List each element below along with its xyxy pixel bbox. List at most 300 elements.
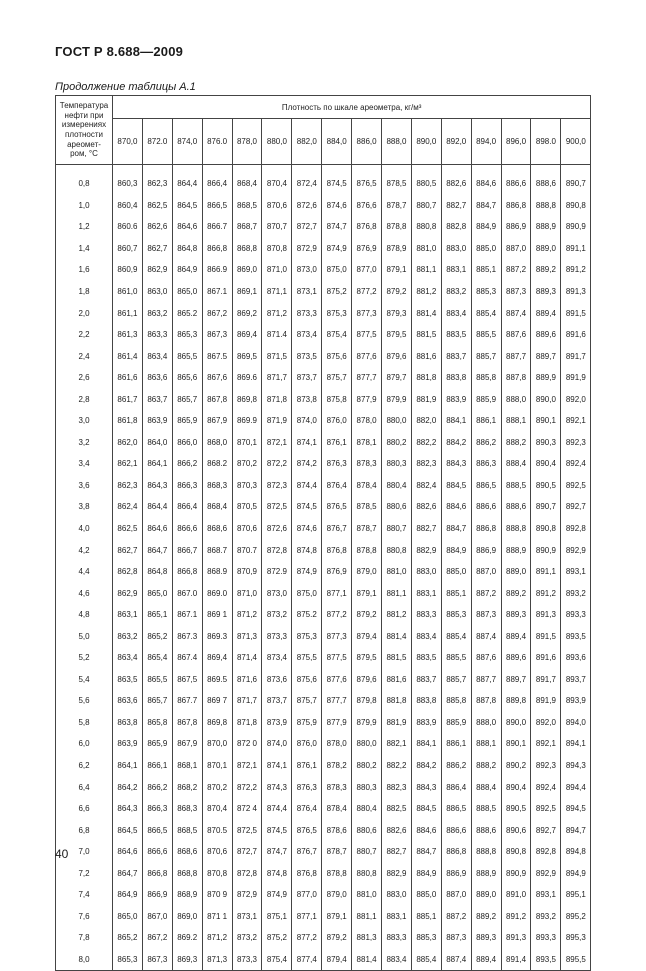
- density-cell: 872,8: [232, 863, 262, 885]
- density-cell: 890,0: [531, 388, 561, 410]
- density-cell: 864,1: [142, 453, 172, 475]
- density-cell: 865,7: [142, 690, 172, 712]
- density-cell: 885,3: [441, 604, 471, 626]
- density-cell: 869.3: [202, 625, 232, 647]
- density-cell: 879,1: [382, 259, 412, 281]
- density-cell: 870,9: [232, 561, 262, 583]
- density-cell: 869,2: [232, 302, 262, 324]
- density-cell: 882,7: [382, 841, 412, 863]
- density-cell: 885,1: [411, 906, 441, 928]
- temperature-cell: 6,6: [56, 798, 113, 820]
- density-cell: 881,5: [411, 324, 441, 346]
- density-cell: 867,9: [172, 733, 202, 755]
- density-cell: 868,0: [202, 432, 232, 454]
- density-cell: 875,0: [322, 259, 352, 281]
- density-cell: 868,8: [172, 863, 202, 885]
- density-cell: 877,7: [352, 367, 382, 389]
- density-cell: 864,0: [142, 432, 172, 454]
- density-cell: 879,0: [352, 561, 382, 583]
- density-cell: 881,0: [411, 238, 441, 260]
- density-cell: 866,8: [142, 863, 172, 885]
- density-cell: 891,0: [501, 884, 531, 906]
- density-cell: 877,0: [352, 259, 382, 281]
- density-cell: 866.9: [202, 259, 232, 281]
- density-cell: 883,7: [441, 345, 471, 367]
- density-cell: 870,4: [202, 798, 232, 820]
- density-cell: 871,7: [262, 367, 292, 389]
- density-cell: 864,9: [172, 259, 202, 281]
- density-cell: 866,8: [172, 561, 202, 583]
- density-cell: 865,0: [142, 582, 172, 604]
- density-cell: 880,7: [382, 518, 412, 540]
- density-cell: 876,4: [322, 475, 352, 497]
- density-cell: 885,8: [441, 690, 471, 712]
- density-cell: 868,3: [202, 475, 232, 497]
- density-cell: 883,0: [411, 561, 441, 583]
- density-cell: 869 1: [202, 604, 232, 626]
- density-cell: 883,0: [441, 238, 471, 260]
- temperature-column-header: [56, 96, 113, 165]
- density-cell: 875,3: [322, 302, 352, 324]
- density-cell: 888,2: [471, 755, 501, 777]
- density-cell: 864,4: [172, 173, 202, 195]
- temperature-cell: 7,6: [56, 906, 113, 928]
- density-cell: 862,5: [113, 518, 143, 540]
- density-cell: 864,7: [142, 539, 172, 561]
- density-cell: 885,7: [471, 345, 501, 367]
- density-cell: 887,8: [501, 367, 531, 389]
- density-cell: 892,7: [531, 819, 561, 841]
- density-cell: 866,7: [172, 539, 202, 561]
- density-cell: 881,3: [352, 927, 382, 949]
- density-cell: 880,8: [352, 863, 382, 885]
- density-cell: 884,7: [441, 518, 471, 540]
- density-cell: 870,2: [202, 776, 232, 798]
- density-cell: 879,9: [352, 712, 382, 734]
- table-row: [56, 669, 591, 691]
- density-cell: 863,4: [113, 647, 143, 669]
- density-cell: 883,0: [382, 884, 412, 906]
- density-cell: 885,0: [441, 561, 471, 583]
- density-cell: 868.2: [202, 453, 232, 475]
- density-cell: 889,0: [471, 884, 501, 906]
- temperature-cell: 2,0: [56, 302, 113, 324]
- density-cell: 882,3: [382, 776, 412, 798]
- density-cell: 867,6: [202, 367, 232, 389]
- density-cell: 886,2: [471, 432, 501, 454]
- density-cell: 876,3: [322, 453, 352, 475]
- density-cell: 891,6: [531, 647, 561, 669]
- density-cell: 871,0: [262, 259, 292, 281]
- density-cell: 886,6: [471, 496, 501, 518]
- density-cell: 883,9: [441, 388, 471, 410]
- density-cell: 877,3: [322, 625, 352, 647]
- density-cell: 890,9: [501, 863, 531, 885]
- density-cell: 864,4: [142, 496, 172, 518]
- density-cell: 881,1: [352, 906, 382, 928]
- temperature-cell: 4,0: [56, 518, 113, 540]
- table-row: [56, 367, 591, 389]
- density-cell: 875,7: [292, 690, 322, 712]
- density-cell: 864,5: [113, 819, 143, 841]
- density-cell: 887,2: [441, 906, 471, 928]
- density-cell: 863,9: [113, 733, 143, 755]
- density-cell: 874,3: [262, 776, 292, 798]
- table-row: [56, 927, 591, 949]
- density-cell: 886,5: [471, 475, 501, 497]
- density-cell: 874,2: [292, 453, 322, 475]
- density-cell: 882,6: [382, 819, 412, 841]
- density-cell: 864,9: [113, 884, 143, 906]
- density-cell: 885,9: [471, 388, 501, 410]
- table-row: [56, 388, 591, 410]
- density-cell: 886,1: [441, 733, 471, 755]
- density-cell: 861,7: [113, 388, 143, 410]
- density-cell: 878,4: [322, 798, 352, 820]
- density-cell: 869,4: [232, 324, 262, 346]
- density-cell: 883,8: [411, 690, 441, 712]
- density-cell: 871,8: [232, 712, 262, 734]
- density-cell: 882,8: [441, 216, 471, 238]
- density-cell: 873,4: [292, 324, 322, 346]
- density-cell: 868,5: [232, 195, 262, 217]
- density-cell: 861,1: [113, 302, 143, 324]
- density-cell: 888,2: [501, 432, 531, 454]
- density-cell: 877,6: [352, 345, 382, 367]
- density-cell: 876,5: [352, 173, 382, 195]
- density-cell: 894,4: [561, 776, 591, 798]
- density-cell: 864,3: [113, 798, 143, 820]
- density-column-header: 884,0: [322, 119, 352, 165]
- density-cell: 863,6: [113, 690, 143, 712]
- density-cell: 874,7: [322, 216, 352, 238]
- density-cell: 878,3: [322, 776, 352, 798]
- density-cell: 885,4: [471, 302, 501, 324]
- density-cell: 884,6: [411, 819, 441, 841]
- temperature-cell: 4,4: [56, 561, 113, 583]
- density-cell: 884,1: [441, 410, 471, 432]
- density-cell: 870.5: [202, 819, 232, 841]
- density-cell: 884,7: [411, 841, 441, 863]
- density-cell: 872,2: [262, 453, 292, 475]
- table-row: [56, 195, 591, 217]
- temperature-cell: 0,8: [56, 173, 113, 195]
- density-cell: 880,0: [382, 410, 412, 432]
- density-cell: 883,1: [382, 906, 412, 928]
- density-cell: 881,1: [411, 259, 441, 281]
- density-cell: 889,4: [531, 302, 561, 324]
- density-cell: 879,5: [352, 647, 382, 669]
- density-cell: 869.5: [202, 669, 232, 691]
- density-cell: 875,9: [292, 712, 322, 734]
- density-cell: 873,7: [262, 690, 292, 712]
- density-cell: 890,9: [561, 216, 591, 238]
- density-cell: 874,0: [292, 410, 322, 432]
- density-cell: 891,9: [561, 367, 591, 389]
- density-cell: 876,5: [322, 496, 352, 518]
- density-cell: 876,9: [322, 561, 352, 583]
- temperature-cell: 7,2: [56, 863, 113, 885]
- density-cell: 890,1: [501, 733, 531, 755]
- density-cell: 867,2: [142, 927, 172, 949]
- table-row: [56, 432, 591, 454]
- density-cell: 865,0: [113, 906, 143, 928]
- density-cell: 873,0: [292, 259, 322, 281]
- density-cell: 883,5: [441, 324, 471, 346]
- density-cell: 884,2: [441, 432, 471, 454]
- density-cell: 868,8: [232, 238, 262, 260]
- density-cell: 885,0: [411, 884, 441, 906]
- table-row: [56, 475, 591, 497]
- density-cell: 864,2: [113, 776, 143, 798]
- density-cell: 892,3: [561, 432, 591, 454]
- density-cell: 884,7: [471, 195, 501, 217]
- density-cell: 887,4: [501, 302, 531, 324]
- density-cell: 881,4: [382, 625, 412, 647]
- density-cell: 868,1: [172, 755, 202, 777]
- temperature-cell: 5,8: [56, 712, 113, 734]
- density-cell: 870,1: [202, 755, 232, 777]
- density-cell: 872,4: [292, 173, 322, 195]
- density-cell: 863,3: [142, 324, 172, 346]
- density-cell: 877,1: [292, 906, 322, 928]
- density-cell: 881,9: [382, 712, 412, 734]
- density-cell: 887,2: [471, 582, 501, 604]
- density-cell: 893,1: [561, 561, 591, 583]
- density-cell: 890,4: [501, 776, 531, 798]
- temperature-cell: 6,4: [56, 776, 113, 798]
- temperature-cell: 3,2: [56, 432, 113, 454]
- density-cell: 874,1: [262, 755, 292, 777]
- density-cell: 872,5: [232, 819, 262, 841]
- density-cell: 874,1: [292, 432, 322, 454]
- density-cell: 885,3: [471, 281, 501, 303]
- density-cell: 890,4: [531, 453, 561, 475]
- density-cell: 889,8: [501, 690, 531, 712]
- density-cell: 880,3: [352, 776, 382, 798]
- density-cell: 867.3: [172, 625, 202, 647]
- temperature-cell: 6,0: [56, 733, 113, 755]
- table-body: [56, 165, 591, 971]
- density-cell: 877,3: [352, 302, 382, 324]
- table-row: [56, 690, 591, 712]
- density-cell: 860,4: [113, 195, 143, 217]
- density-cell: 886,6: [501, 173, 531, 195]
- density-cell: 880,7: [352, 841, 382, 863]
- table-row: [56, 496, 591, 518]
- density-cell: 879,6: [382, 345, 412, 367]
- table-row: [56, 604, 591, 626]
- density-cell: 873,3: [292, 302, 322, 324]
- density-cell: 867,8: [202, 388, 232, 410]
- table-caption: Продолжение таблицы А.1: [55, 81, 196, 93]
- density-cell: 892,8: [531, 841, 561, 863]
- density-cell: 866,2: [142, 776, 172, 798]
- density-cell: 861,3: [113, 324, 143, 346]
- density-cell: 868.7: [202, 539, 232, 561]
- density-cell: 875,4: [262, 949, 292, 971]
- density-cell: 891,6: [561, 324, 591, 346]
- density-cell: 863,7: [142, 388, 172, 410]
- density-cell: 887,6: [501, 324, 531, 346]
- density-cell: 888,6: [471, 819, 501, 841]
- density-cell: 878,7: [382, 195, 412, 217]
- table-row: [56, 173, 591, 195]
- density-cell: 881,0: [352, 884, 382, 906]
- density-cell: 885,4: [411, 949, 441, 971]
- density-cell: 888,8: [531, 195, 561, 217]
- density-cell: 863,2: [142, 302, 172, 324]
- density-cell: 871,7: [232, 690, 262, 712]
- density-column-header: 870,0: [113, 119, 143, 165]
- density-cell: 869,4: [202, 647, 232, 669]
- density-cell: 866,1: [142, 755, 172, 777]
- density-cell: 881,6: [411, 345, 441, 367]
- density-cell: 878,5: [352, 496, 382, 518]
- density-cell: 865,2: [113, 927, 143, 949]
- temperature-cell: 3,0: [56, 410, 113, 432]
- temperature-cell: 1,6: [56, 259, 113, 281]
- density-cell: 870,3: [232, 475, 262, 497]
- density-cell: 888,8: [501, 518, 531, 540]
- density-cell: 892,0: [561, 388, 591, 410]
- density-cell: 888,1: [471, 733, 501, 755]
- density-cell: 871,9: [262, 410, 292, 432]
- table-row: [56, 884, 591, 906]
- density-cell: 876,6: [352, 195, 382, 217]
- density-cell: 884,5: [441, 475, 471, 497]
- density-cell: 871,2: [202, 927, 232, 949]
- density-cell: 880,8: [411, 216, 441, 238]
- density-cell: 883,3: [382, 927, 412, 949]
- temperature-cell: 2,8: [56, 388, 113, 410]
- density-cell: 889,7: [531, 345, 561, 367]
- density-cell: 882,9: [411, 539, 441, 561]
- temperature-cell: 7,8: [56, 927, 113, 949]
- table-row: [56, 776, 591, 798]
- density-cell: 892,7: [561, 496, 591, 518]
- density-cell: 868,6: [172, 841, 202, 863]
- density-cell: 860,9: [113, 259, 143, 281]
- density-cell: 890,9: [531, 539, 561, 561]
- density-cell: 864,1: [113, 755, 143, 777]
- density-cell: 886,9: [501, 216, 531, 238]
- density-cell: 883,3: [411, 604, 441, 626]
- table-row: [56, 238, 591, 260]
- density-cell: 867,3: [202, 324, 232, 346]
- density-cell: 879,1: [322, 906, 352, 928]
- density-cell: 876,3: [292, 776, 322, 798]
- density-cell: 882,6: [411, 496, 441, 518]
- density-cell: 882,3: [411, 453, 441, 475]
- density-cell: 883,2: [441, 281, 471, 303]
- density-cell: 874,9: [262, 884, 292, 906]
- density-cell: 888,8: [471, 841, 501, 863]
- density-cell: 871,5: [262, 345, 292, 367]
- density-cell: 889,0: [531, 238, 561, 260]
- density-cell: 881,4: [411, 302, 441, 324]
- density-cell: 869,5: [232, 345, 262, 367]
- density-cell: 893,1: [531, 884, 561, 906]
- temperature-cell: 2,6: [56, 367, 113, 389]
- density-cell: 878,8: [352, 539, 382, 561]
- density-cell: 863,8: [113, 712, 143, 734]
- density-cell: 867.7: [172, 690, 202, 712]
- density-cell: 876,8: [352, 216, 382, 238]
- density-cell: 863,1: [113, 604, 143, 626]
- density-cell: 882,0: [411, 410, 441, 432]
- density-cell: 884,6: [471, 173, 501, 195]
- density-cell: 866.7: [202, 216, 232, 238]
- document-header: ГОСТ Р 8.688—2009: [55, 44, 184, 59]
- density-cell: 890,7: [531, 496, 561, 518]
- table-row: [56, 712, 591, 734]
- temperature-cell: 7,0: [56, 841, 113, 863]
- density-cell: 886,4: [441, 776, 471, 798]
- density-cell: 871,6: [232, 669, 262, 691]
- density-cell: 865,3: [172, 324, 202, 346]
- density-cell: 889,3: [501, 604, 531, 626]
- density-cell: 888,0: [501, 388, 531, 410]
- density-cell: 870.7: [232, 539, 262, 561]
- density-cell: 871,3: [232, 625, 262, 647]
- density-cell: 869.9: [232, 410, 262, 432]
- density-cell: 895,3: [561, 927, 591, 949]
- table-row: [56, 819, 591, 841]
- density-cell: 877,9: [322, 712, 352, 734]
- density-cell: 875,3: [292, 625, 322, 647]
- density-cell: 885,7: [441, 669, 471, 691]
- density-cell: 869,0: [172, 906, 202, 928]
- density-cell: 886,8: [471, 518, 501, 540]
- density-cell: 887,7: [501, 345, 531, 367]
- density-cell: 870,5: [232, 496, 262, 518]
- density-cell: 864,6: [142, 518, 172, 540]
- density-cell: 872,9: [292, 238, 322, 260]
- density-table: [55, 95, 591, 971]
- density-cell: 882,9: [382, 863, 412, 885]
- table-row: [56, 582, 591, 604]
- density-cell: 893,3: [531, 927, 561, 949]
- density-cell: 877,2: [352, 281, 382, 303]
- density-cell: 868,2: [172, 776, 202, 798]
- density-cell: 872,1: [262, 432, 292, 454]
- density-cell: 889,3: [471, 927, 501, 949]
- density-cell: 889,2: [501, 582, 531, 604]
- density-cell: 861,4: [113, 345, 143, 367]
- density-cell: 888,4: [501, 453, 531, 475]
- density-cell: 876,8: [292, 863, 322, 885]
- density-cell: 877,5: [352, 324, 382, 346]
- density-cell: 870,4: [262, 173, 292, 195]
- density-cell: 876,0: [322, 410, 352, 432]
- density-cell: 860.6: [113, 216, 143, 238]
- density-cell: 865,8: [142, 712, 172, 734]
- table-row: [56, 949, 591, 971]
- density-cell: 870,0: [202, 733, 232, 755]
- density-cell: 883,4: [411, 625, 441, 647]
- density-cell: 878,7: [352, 518, 382, 540]
- table-row: [56, 259, 591, 281]
- density-cell: 868,4: [232, 173, 262, 195]
- temperature-cell: 5,6: [56, 690, 113, 712]
- density-cell: 879,6: [352, 669, 382, 691]
- density-cell: 890,8: [531, 518, 561, 540]
- density-cell: 869,3: [172, 949, 202, 971]
- density-cell: 883,7: [411, 669, 441, 691]
- density-cell: 873,8: [292, 388, 322, 410]
- density-cell: 867.4: [172, 647, 202, 669]
